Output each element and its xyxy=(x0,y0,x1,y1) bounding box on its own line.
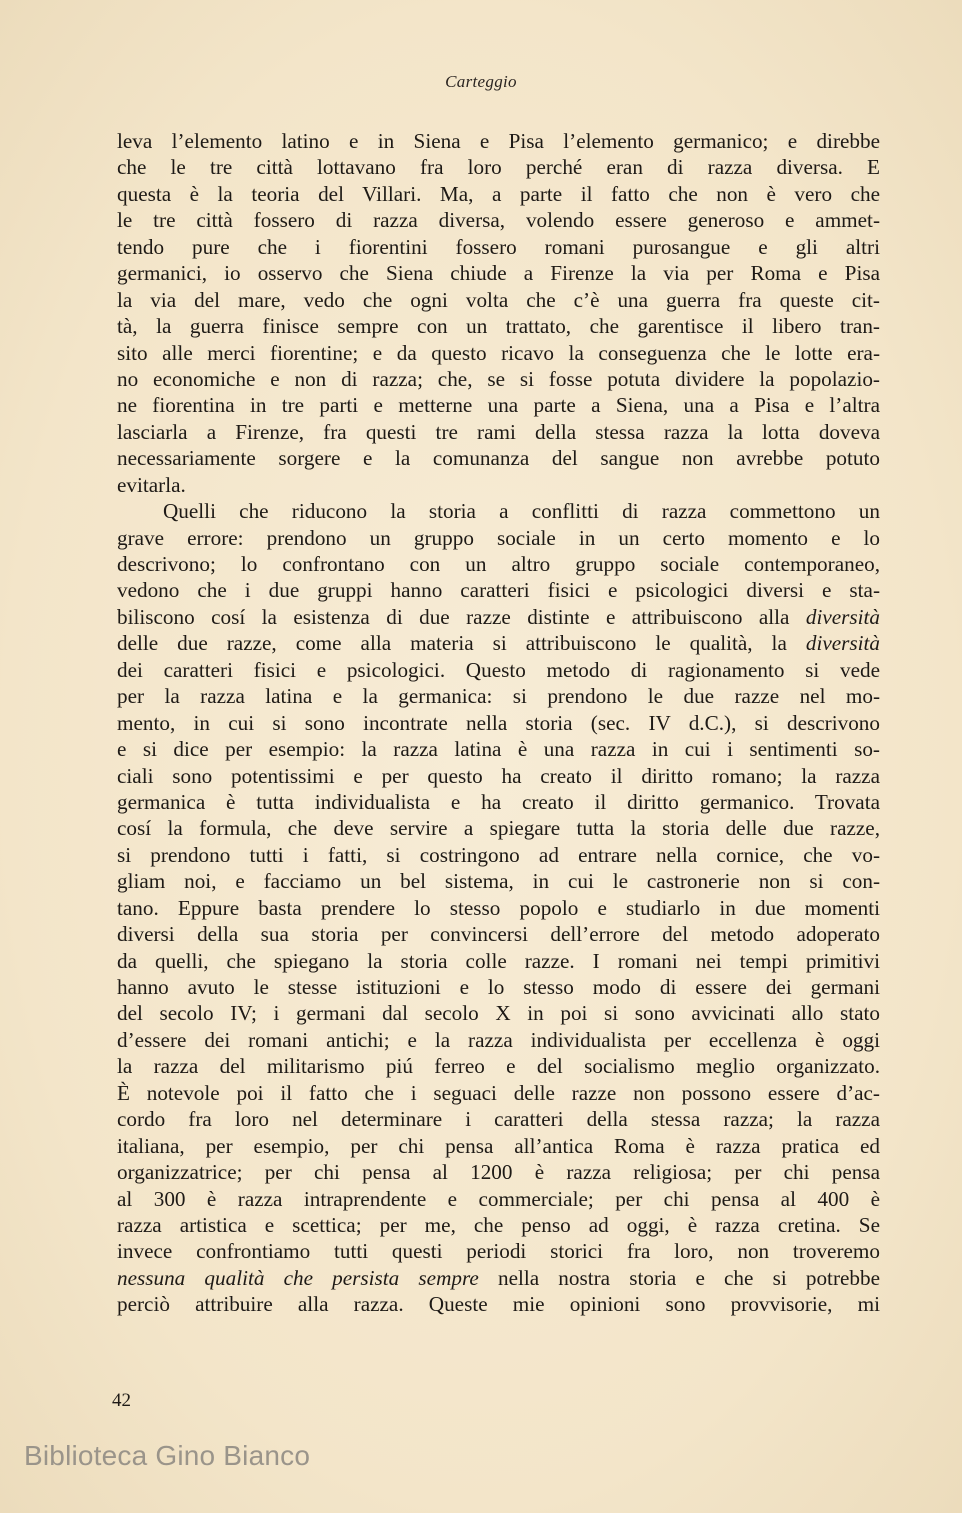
emphasis: nessuna qualità che persista sempre xyxy=(117,1265,479,1290)
text-line: cordo fra loro nel determinare i caratteri della stessa razza; la razza xyxy=(117,1107,880,1132)
text-line: d’essere dei romani antichi; e la razza individualista per eccellenza è oggi xyxy=(117,1027,880,1052)
body-text xyxy=(117,128,880,1318)
text-line: gliam noi, e facciamo un bel sistema, in cui le castronerie non si con- xyxy=(117,869,880,894)
text-segment: nella nostra storia e che si potrebbe xyxy=(478,1265,880,1290)
paragraph-2 xyxy=(117,498,880,1318)
text-line: tano. Eppure basta prendere lo stesso popolo e studiarlo in due momenti xyxy=(117,895,880,920)
text-line: ciali sono potentissimi e per questo ha creato il diritto romano; la razza xyxy=(117,763,880,788)
text-line xyxy=(117,630,880,656)
text-line: invece confrontiamo tutti questi periodi storici fra loro, non troveremo xyxy=(117,1239,880,1264)
paragraph-1 xyxy=(117,128,880,498)
text-line: organizzatrice; per chi pensa al 1200 è razza religiosa; per chi pensa xyxy=(117,1160,880,1185)
text-line: questa è la teoria del Villari. Ma, a parte il fatto che non è vero che xyxy=(117,181,880,206)
text-line: razza artistica e scettica; per me, che penso ad oggi, è razza cretina. Se xyxy=(117,1212,880,1237)
text-line: al 300 è razza intraprendente e commerciale; per chi pensa al 400 è xyxy=(117,1186,880,1211)
running-head: Carteggio xyxy=(445,72,517,91)
text-line: da quelli, che spiegano la storia colle razze. I romani nei tempi primitivi xyxy=(117,948,880,973)
text-line: sito alle merci fiorentine; e da questo ricavo la conseguenza che le lotte era- xyxy=(117,340,880,365)
text-line: grave errore: prendono un gruppo sociale in un certo momento e lo xyxy=(117,525,880,550)
text-line: vedono che i due gruppi hanno caratteri fisici e psicologici diversi e sta- xyxy=(117,578,880,603)
text-line: germanici, io osservo che Siena chiude a Firenze la via per Roma e Pisa xyxy=(117,261,880,286)
text-line: descrivono; lo confrontano con un altro gruppo sociale contemporaneo, xyxy=(117,552,880,576)
text-line: le tre città fossero di razza diversa, volendo essere generoso e ammet- xyxy=(117,208,880,233)
text-line xyxy=(117,1265,880,1291)
text-line: dei caratteri fisici e psicologici. Questo metodo di ragionamento si vede xyxy=(117,657,880,682)
text-line: e si dice per esempio: la razza latina è una razza in cui i sentimenti so- xyxy=(117,737,880,762)
text-line: leva l’elemento latino e in Siena e Pisa l’elemento germanico; e direbbe xyxy=(117,129,880,153)
text-line: del secolo IV; i germani dal secolo X in poi si sono avvicinati allo stato xyxy=(117,1001,880,1026)
text-line: evitarla. xyxy=(117,472,186,497)
text-line: la via del mare, vedo che ogni volta che c’è una guerra fra queste cit- xyxy=(117,287,880,312)
text-line: tendo pure che i fiorentini fossero romani purosangue e gli altri xyxy=(117,234,880,259)
text-line: per la razza latina e la germanica: si prendono le due razze nel mo- xyxy=(117,684,880,709)
text-line: lasciarla a Firenze, fra questi tre rami della stessa razza la lotta doveva xyxy=(117,419,880,444)
text-line: perciò attribuire alla razza. Queste mie opinioni sono provvisorie, mi xyxy=(117,1292,880,1317)
text-segment: delle due razze, come alla materia si attribuiscono le qualità, la xyxy=(117,631,806,656)
text-line: tà, la guerra finisce sempre con un trattato, che garentisce il libero tran- xyxy=(117,314,880,339)
text-line: cosí la formula, che deve servire a spiegare tutta la storia delle due razze, xyxy=(117,816,880,841)
text-line: È notevole poi il fatto che i seguaci delle razze non possono essere d’ac- xyxy=(117,1080,880,1105)
text-line: che le tre città lottavano fra loro perché eran di razza diversa. E xyxy=(117,155,880,180)
page-number: 42 xyxy=(112,1390,131,1411)
text-line: la razza del militarismo piú ferreo e del socialismo meglio organizzato. xyxy=(117,1054,880,1079)
emphasis: diversità xyxy=(805,604,880,629)
text-line: italiana, per esempio, per chi pensa all’antica Roma è razza pratica ed xyxy=(117,1133,880,1158)
text-line: hanno avuto le stesse istituzioni e lo stesso modo di essere dei germani xyxy=(117,975,880,999)
text-line: germanica è tutta individualista e ha creato il diritto germanico. Trovata xyxy=(117,789,880,814)
text-line: Quelli che riducono la storia a conflitti di razza commettono un xyxy=(163,499,880,524)
text-line: mento, in cui si sono incontrate nella storia (sec. IV d.C.), si descrivono xyxy=(117,710,880,735)
emphasis: diversità xyxy=(805,631,880,656)
text-line: no economiche e non di razza; che, se si fosse potuta dividere la popolazio- xyxy=(117,366,880,391)
text-line: si prendono tutti i fatti, si costringono ad entrare nella cornice, che vo- xyxy=(117,842,880,867)
text-line: necessariamente sorgere e la comunanza del sangue non avrebbe potuto xyxy=(117,446,880,471)
text-segment: biliscono cosí la esistenza di due razze distinte e attribuiscono alla xyxy=(117,604,806,629)
text-line xyxy=(117,604,880,630)
watermark: Biblioteca Gino Bianco xyxy=(24,1440,311,1471)
text-line: diversi della sua storia per convincersi dell’errore del metodo adoperato xyxy=(117,922,880,947)
text-line: ne fiorentina in tre parti e metterne una parte a Siena, una a Pisa e l’altra xyxy=(117,393,880,418)
